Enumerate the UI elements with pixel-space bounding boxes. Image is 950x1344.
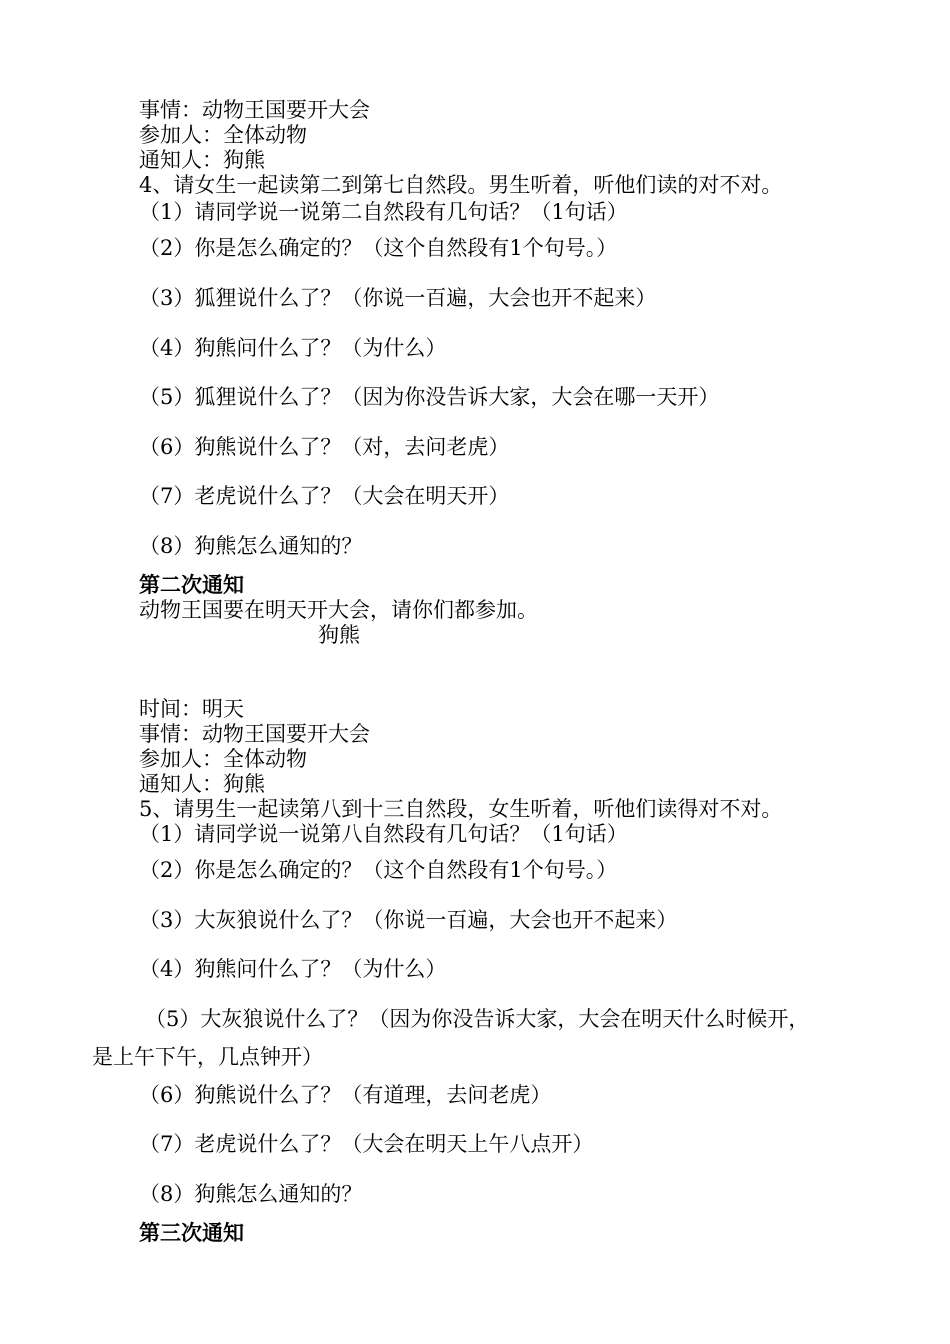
info-line: 时间：明天 [139, 697, 244, 721]
question-line: （2）你是怎么确定的？（这个自然段有1个句号。） [139, 236, 618, 260]
info-line: 参加人：全体动物 [139, 747, 307, 771]
question-line: （1）请同学说一说第二自然段有几句话？（1句话） [139, 200, 628, 224]
question-line: （4）狗熊问什么了？（为什么） [139, 957, 447, 981]
info-line: 事情：动物王国要开大会 [139, 98, 370, 122]
notice-signature: 狗熊 [318, 623, 360, 647]
question-line: （8）狗熊怎么通知的？ [139, 534, 363, 558]
question-line: （6）狗熊说什么了？（对，去问老虎） [139, 435, 510, 459]
info-line: 参加人：全体动物 [139, 123, 307, 147]
info-line: 事情：动物王国要开大会 [139, 722, 370, 746]
question-line: （5）大灰狼说什么了？（因为你没告诉大家，大会在明天什么时候开， [145, 1007, 810, 1031]
task-line: 5、请男生一起读第八到十三自然段，女生听着，听他们读得对不对。 [139, 797, 783, 821]
question-line: （1）请同学说一说第八自然段有几句话？（1句话） [139, 822, 628, 846]
notice-heading: 第二次通知 [139, 572, 244, 597]
notice-heading: 第三次通知 [139, 1220, 244, 1245]
task-line: 4、请女生一起读第二到第七自然段。男生听着，听他们读的对不对。 [139, 173, 783, 197]
question-line: （4）狗熊问什么了？（为什么） [139, 336, 447, 360]
question-line: （8）狗熊怎么通知的？ [139, 1182, 363, 1206]
question-line: （3）狐狸说什么了？（你说一百遍，大会也开不起来） [139, 286, 657, 310]
question-line: （7）老虎说什么了？（大会在明天开） [139, 484, 510, 508]
notice-body: 动物王国要在明天开大会，请你们都参加。 [139, 598, 538, 622]
question-line-continued: 是上午下午，几点钟开） [92, 1045, 323, 1069]
question-line: （6）狗熊说什么了？（有道理，去问老虎） [139, 1083, 552, 1107]
question-line: （3）大灰狼说什么了？（你说一百遍，大会也开不起来） [139, 908, 678, 932]
info-line: 通知人：狗熊 [139, 148, 265, 172]
question-line: （2）你是怎么确定的？（这个自然段有1个句号。） [139, 858, 618, 882]
question-line: （7）老虎说什么了？（大会在明天上午八点开） [139, 1132, 594, 1156]
question-line: （5）狐狸说什么了？（因为你没告诉大家，大会在哪一天开） [139, 385, 720, 409]
info-line: 通知人：狗熊 [139, 772, 265, 796]
